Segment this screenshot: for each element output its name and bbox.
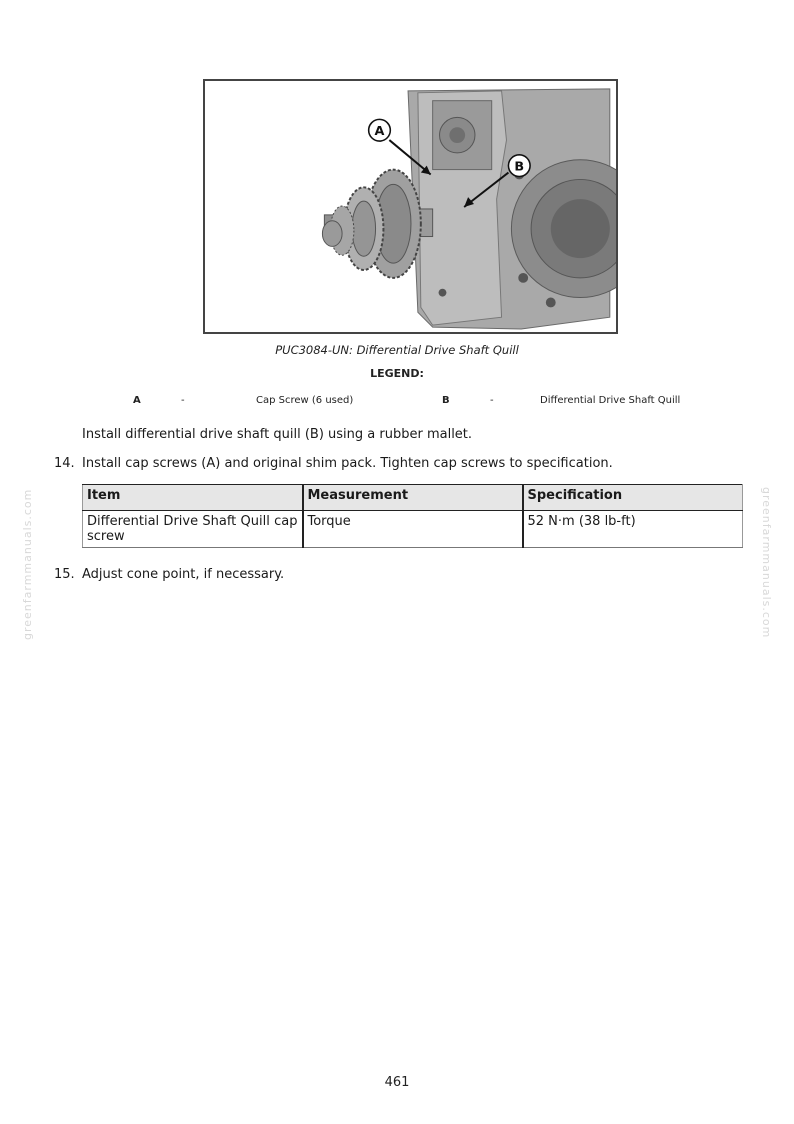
svg-text:B: B [514,159,525,175]
legend-title: LEGEND: [370,367,424,380]
figure-caption: PUC3084-UN: Differential Drive Shaft Quill [275,343,519,357]
header-measurement: Measurement [303,485,523,511]
cell-specification: 52 N·m (38 lb-ft) [523,511,743,548]
intro-instruction: Install differential drive shaft quill (B) using a rubber mallet. [82,427,473,442]
legend-label-a: Cap Screw (6 used) [256,395,354,406]
drive-shaft-illustration [205,81,616,332]
legend-label-b: Differential Drive Shaft Quill [540,395,681,406]
legend-key-b: B [442,395,450,406]
cell-item: Differential Drive Shaft Quill cap screw [83,511,303,548]
cell-measurement: Torque [303,511,523,548]
step-15-text: Adjust cone point, if necessary. [82,567,285,582]
watermark-right: greenfarmmanuals.com [760,487,773,639]
legend-key-a: A [133,395,141,406]
table-header-row [83,485,743,511]
quill-photo [203,79,618,334]
step-14-number: 14. [54,456,75,471]
svg-text:A: A [374,124,385,140]
header-specification: Specification [523,485,743,511]
watermark-left: greenfarmmanuals.com [21,488,34,640]
legend-dash-a: - [181,395,185,406]
table-row [83,511,743,548]
legend-dash-b: - [490,395,494,406]
step-14-text: Install cap screws (A) and original shim pack. Tighten cap screws to specification. [82,456,613,471]
page-number: 461 [384,1075,410,1090]
header-item: Item [83,485,303,511]
step-15-number: 15. [54,567,75,582]
specification-table [82,484,743,548]
